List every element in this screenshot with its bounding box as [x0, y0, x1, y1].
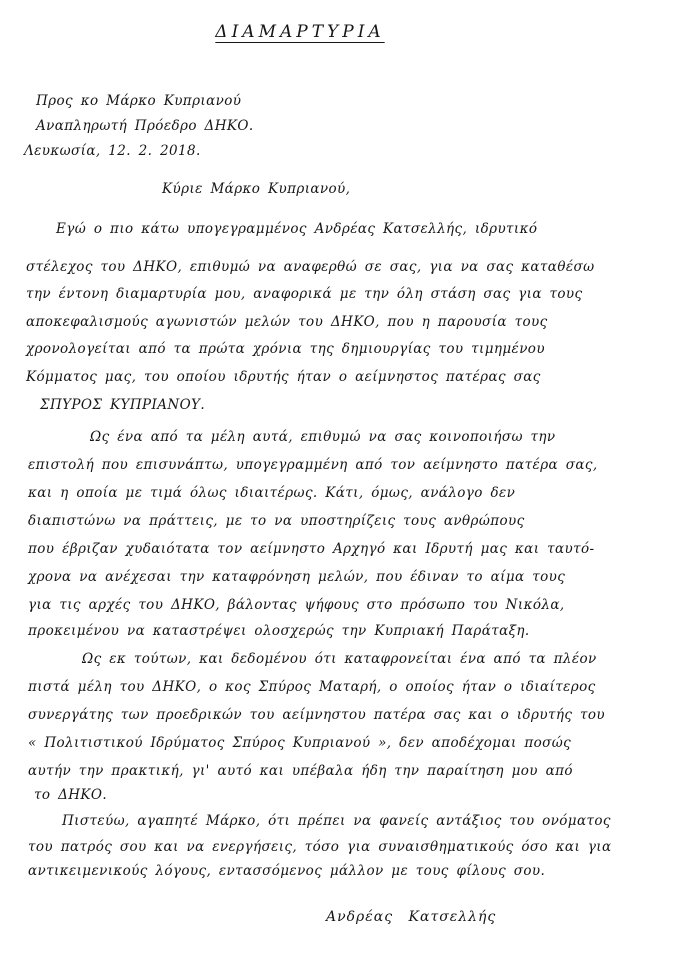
place-date: Λευκωσία, 12. 2. 2018. — [24, 143, 201, 159]
paragraph-2-line: και η οποία με τιμά όλως ιδιαιτέρως. Κάτι, όμως, ανάλογο δεν — [28, 485, 516, 501]
paragraph-4-line: Πιστεύω, αγαπητέ Μάρκο, ότι πρέπει να φανείς αντάξιος του ονόματος — [62, 813, 611, 829]
paragraph-2-line: Ως ένα από τα μέλη αυτά, επιθυμώ να σας κοινοποιήσω την — [90, 429, 556, 445]
paragraph-4-line: αντικειμενικούς λόγους, εντασσόμενος μάλλον με τους φίλους σου. — [28, 863, 546, 879]
paragraph-1-line: την έντονη διαμαρτυρία μου, αναφορικά με την όλη στάση σας για τους — [26, 286, 583, 302]
paragraph-1-line: χρονολογείται από τα πρώτα χρόνια της δημιουργίας του τιμημένου — [26, 341, 545, 357]
paragraph-1-line: ΣΠΥΡΟΣ ΚΥΠΡΙΑΝΟΥ. — [40, 397, 206, 413]
paragraph-3-line: αυτήν την πρακτική, γι' αυτό και υπέβαλα ήδη την παραίτηση μου από — [28, 763, 573, 779]
paragraph-3-line: « Πολιτιστικού Ιδρύματος Σπύρος Κυπριανού », δεν αποδέχομαι ποσώς — [28, 735, 572, 751]
paragraph-2-line: προκειμένου να καταστρέψει ολοσχερώς την Κυπριακή Παράταξη. — [28, 623, 530, 639]
signature: Ανδρέας Κατσελλής — [326, 909, 497, 925]
paragraph-3-line: το ΔΗΚΟ. — [34, 787, 108, 803]
paragraph-4-line: του πατρός σου και να ενεργήσεις, τόσο για συναισθηματικούς όσο και για — [28, 839, 612, 855]
paragraph-1-line: Κόμματος μας, του οποίου ιδρυτής ήταν ο αείμνηστος πατέρας σας — [26, 369, 541, 385]
paragraph-2-line: για τις αρχές του ΔΗΚΟ, βάλοντας ψήφους στο πρόσωπο του Νικόλα, — [28, 597, 565, 613]
paragraph-2-line: χρονα να ανέχεσαι την καταφρόνηση μελών, που έδιναν το αίμα τους — [28, 569, 566, 585]
paragraph-2-line: επιστολή που επισυνάπτω, υπογεγραμμένη από τον αείμνηστο πατέρα σας, — [28, 457, 598, 473]
salutation: Κύριε Μάρκο Κυπριανού, — [162, 181, 351, 197]
paragraph-3-line: Ως εκ τούτων, και δεδομένου ότι καταφρονείται ένα από τα πλέον — [82, 651, 597, 667]
letter-title: ΔΙΑΜΑΡΤΥΡΙΑ — [215, 22, 385, 42]
paragraph-3-line: πιστά μέλη του ΔΗΚΟ, ο κος Σπύρος Ματαρή, ο οποίος ήταν ο ιδιαίτερος — [28, 679, 596, 695]
paragraph-1-line: στέλεχος του ΔΗΚΟ, επιθυμώ να αναφερθώ σε σας, για να σας καταθέσω — [26, 259, 595, 275]
paragraph-1-line: Εγώ ο πιο κάτω υπογεγραμμένος Ανδρέας Κατσελλής, ιδρυτικό — [56, 221, 538, 237]
recipient-name: Προς κο Μάρκο Κυπριανού — [36, 93, 242, 109]
paragraph-3-line: συνεργάτης των προεδρικών του αείμνηστου πατέρα σας και ο ιδρυτής του — [28, 707, 605, 723]
paragraph-2-line: που έβριζαν χυδαιότατα τον αείμνηστο Αρχηγό και Ιδρυτή μας και ταυτό- — [28, 541, 595, 557]
recipient-role: Αναπληρωτή Πρόεδρο ΔΗΚΟ. — [36, 118, 254, 134]
paragraph-2-line: διαπιστώνω να πράττεις, με το να υποστηρίζεις τους ανθρώπους — [28, 513, 525, 529]
paragraph-1-line: αποκεφαλισμούς αγωνιστών μελών του ΔΗΚΟ, που η παρουσία τους — [26, 314, 548, 330]
